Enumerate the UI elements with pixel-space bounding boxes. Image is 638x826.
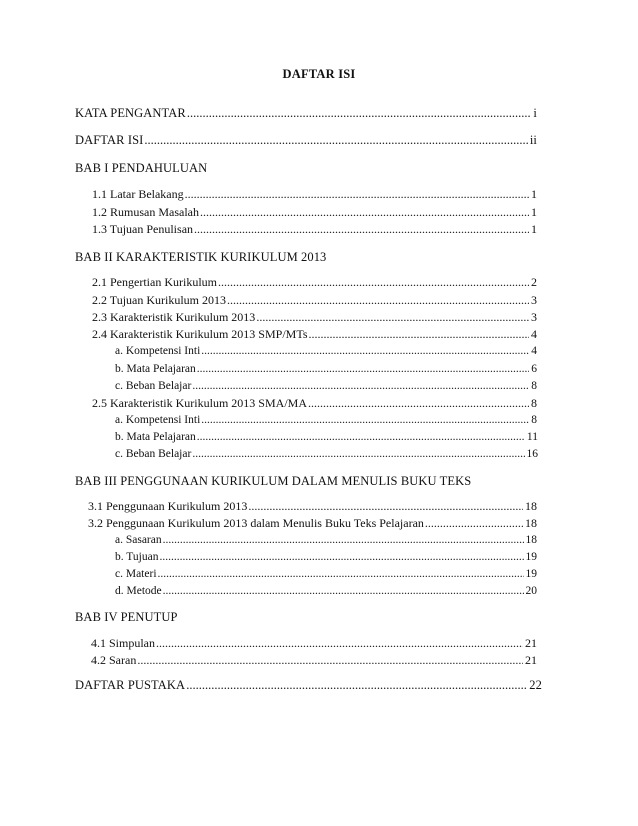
toc-label: 4.2 Saran bbox=[91, 653, 137, 667]
toc-page: 3 bbox=[531, 310, 537, 324]
toc-label: c. Beban Belajar bbox=[115, 380, 192, 392]
toc-entry-1-2[interactable] bbox=[92, 205, 537, 219]
toc-entry-2-4-b[interactable] bbox=[115, 362, 537, 376]
toc-page: 18 bbox=[525, 499, 537, 513]
toc-label: BAB IV PENUTUP bbox=[75, 610, 178, 624]
toc-leader bbox=[158, 567, 524, 581]
toc-entry-2-4[interactable] bbox=[92, 327, 537, 341]
toc-entry-kata-pengantar[interactable] bbox=[75, 106, 537, 120]
toc-leader bbox=[187, 106, 532, 120]
toc-label: BAB II KARAKTERISTIK KURIKULUM 2013 bbox=[75, 250, 327, 264]
toc-heading-bab-1[interactable] bbox=[75, 161, 207, 175]
toc-heading-bab-3[interactable] bbox=[75, 474, 471, 488]
toc-leader bbox=[308, 396, 529, 410]
toc-label: 2.2 Tujuan Kurikulum 2013 bbox=[92, 293, 227, 307]
toc-label: KATA PENGANTAR bbox=[75, 106, 186, 120]
toc-leader bbox=[185, 187, 529, 201]
toc-page: 1 bbox=[531, 205, 537, 219]
toc-leader bbox=[156, 636, 523, 650]
toc-label: DAFTAR PUSTAKA bbox=[75, 678, 186, 692]
toc-leader bbox=[248, 499, 523, 513]
toc-entry-3-2-d[interactable] bbox=[115, 584, 537, 598]
toc-leader bbox=[201, 344, 529, 358]
toc-page: 16 bbox=[526, 448, 538, 460]
toc-heading-bab-2[interactable] bbox=[75, 250, 326, 264]
toc-label: 1.3 Tujuan Penulisan bbox=[92, 222, 194, 236]
toc-entry-1-3[interactable] bbox=[92, 222, 537, 236]
toc-entry-2-5-c[interactable] bbox=[115, 447, 538, 461]
toc-page: 21 bbox=[525, 636, 537, 650]
toc-label: b. Mata Pelajaran bbox=[115, 431, 196, 443]
toc-page: 4 bbox=[531, 345, 537, 357]
toc-leader bbox=[256, 310, 529, 324]
toc-label: 3.1 Penggunaan Kurikulum 2013 bbox=[88, 499, 248, 513]
toc-label: a. Kompetensi Inti bbox=[115, 345, 201, 357]
toc-leader bbox=[201, 413, 529, 427]
toc-entry-2-3[interactable] bbox=[92, 310, 537, 324]
toc-label: 2.3 Karakteristik Kurikulum 2013 bbox=[92, 310, 256, 324]
toc-entry-3-2[interactable] bbox=[88, 516, 537, 530]
toc-label: d. Metode bbox=[115, 585, 162, 597]
toc-label: 1.2 Rumusan Masalah bbox=[92, 205, 199, 219]
toc-label: 1.1 Latar Belakang bbox=[92, 187, 184, 201]
toc-label: BAB III PENGGUNAAN KURIKULUM DALAM MENULIS BUKU TEKS bbox=[75, 474, 472, 488]
toc-label: c. Materi bbox=[115, 568, 157, 580]
toc-leader bbox=[218, 275, 529, 289]
toc-leader bbox=[197, 430, 525, 444]
toc-page: i bbox=[533, 106, 537, 120]
toc-entry-3-2-c[interactable] bbox=[115, 567, 537, 581]
toc-page: 1 bbox=[531, 187, 537, 201]
toc-leader bbox=[194, 222, 529, 236]
toc-page: 8 bbox=[531, 380, 537, 392]
toc-leader bbox=[192, 447, 524, 461]
toc-label: b. Mata Pelajaran bbox=[115, 363, 196, 375]
toc-entry-4-1[interactable] bbox=[91, 636, 537, 650]
toc-leader bbox=[163, 584, 524, 598]
toc-label: DAFTAR ISI bbox=[75, 133, 144, 147]
toc-label: a. Sasaran bbox=[115, 534, 162, 546]
toc-entry-2-2[interactable] bbox=[92, 293, 537, 307]
toc-label: c. Beban Belajar bbox=[115, 448, 192, 460]
toc-leader bbox=[197, 362, 529, 376]
toc-leader bbox=[137, 653, 523, 667]
toc-page: 6 bbox=[531, 363, 537, 375]
toc-leader bbox=[159, 550, 523, 564]
toc-label: 2.5 Karakteristik Kurikulum 2013 SMA/MA bbox=[92, 396, 307, 410]
toc-entry-1-1[interactable] bbox=[92, 187, 537, 201]
toc-label: 4.1 Simpulan bbox=[91, 636, 156, 650]
toc-leader bbox=[163, 533, 524, 547]
toc-page: 1 bbox=[531, 222, 537, 236]
toc-entry-2-4-c[interactable] bbox=[115, 379, 537, 393]
toc-page: 20 bbox=[525, 585, 537, 597]
toc-leader bbox=[144, 133, 527, 147]
toc-label: BAB I PENDAHULUAN bbox=[75, 161, 208, 175]
toc-page: 8 bbox=[531, 396, 537, 410]
toc-leader bbox=[192, 379, 529, 393]
toc-page: 19 bbox=[525, 551, 537, 563]
toc-entry-4-2[interactable] bbox=[91, 653, 537, 667]
toc-entry-2-5[interactable] bbox=[92, 396, 537, 410]
toc-label: b. Tujuan bbox=[115, 551, 159, 563]
toc-page: 4 bbox=[531, 327, 537, 341]
toc-leader bbox=[200, 205, 529, 219]
toc-leader bbox=[227, 293, 529, 307]
toc-page: 18 bbox=[525, 516, 537, 530]
toc-page: 19 bbox=[525, 568, 537, 580]
toc-entry-3-2-b[interactable] bbox=[115, 550, 537, 564]
toc-page: 18 bbox=[525, 534, 537, 546]
toc-entry-2-4-a[interactable] bbox=[115, 344, 537, 358]
toc-label: 3.2 Penggunaan Kurikulum 2013 dalam Menulis Buku Teks Pelajaran bbox=[88, 516, 424, 530]
toc-label: a. Kompetensi Inti bbox=[115, 414, 201, 426]
toc-entry-daftar-pustaka[interactable] bbox=[75, 678, 542, 692]
toc-page: 22 bbox=[529, 678, 542, 692]
toc-label: 2.1 Pengertian Kurikulum bbox=[92, 275, 217, 289]
toc-leader bbox=[425, 516, 523, 530]
toc-page: 2 bbox=[531, 275, 537, 289]
toc-leader bbox=[309, 327, 530, 341]
toc-page: 3 bbox=[531, 293, 537, 307]
toc-page: 11 bbox=[526, 431, 538, 443]
toc-page: 21 bbox=[525, 653, 537, 667]
toc-entry-daftar-isi[interactable] bbox=[75, 133, 537, 147]
toc-entry-2-5-b[interactable] bbox=[115, 430, 538, 444]
toc-heading-bab-4[interactable] bbox=[75, 610, 178, 624]
toc-entry-2-1[interactable] bbox=[92, 275, 537, 289]
toc-entry-3-2-a[interactable] bbox=[115, 533, 537, 547]
toc-entry-2-5-a[interactable] bbox=[115, 413, 537, 427]
toc-entry-3-1[interactable] bbox=[88, 499, 537, 513]
toc-page: ii bbox=[529, 133, 537, 147]
toc-page: 8 bbox=[531, 414, 537, 426]
toc-label: 2.4 Karakteristik Kurikulum 2013 SMP/MTs bbox=[92, 327, 308, 341]
page-title: DAFTAR ISI bbox=[282, 67, 356, 81]
toc-leader bbox=[186, 678, 527, 692]
